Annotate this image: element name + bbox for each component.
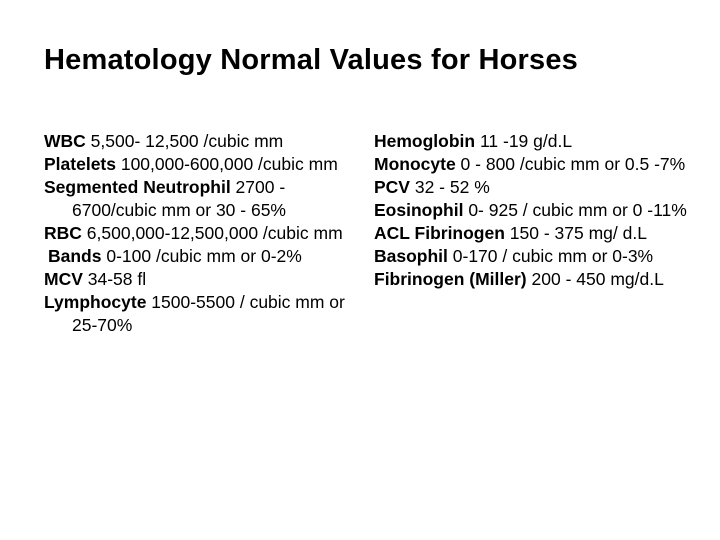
entry-label: Fibrinogen (Miller) xyxy=(374,269,527,289)
entry-value: 6,500,000-12,500,000 /cubic mm xyxy=(81,223,343,243)
entry-value: 100,000-600,000 /cubic mm xyxy=(115,154,338,174)
entry-label: Platelets xyxy=(44,154,116,174)
entry-value: 32 - 52 % xyxy=(409,177,490,197)
entry-value: 34-58 fl xyxy=(82,269,147,289)
entry-label: ACL Fibrinogen xyxy=(374,223,505,243)
list-item-lymphocyte xyxy=(44,291,362,337)
list-item-eosinophil xyxy=(374,199,694,222)
list-item-pcv xyxy=(374,176,694,199)
entry-value: 150 - 375 mg/ d.L xyxy=(504,223,647,243)
entry-value: 200 - 450 mg/d.L xyxy=(526,269,664,289)
list-item-monocyte xyxy=(374,153,694,176)
list-item-mcv xyxy=(44,268,362,291)
entry-label: Segmented Neutrophil xyxy=(44,177,231,197)
entry-label: RBC xyxy=(44,223,82,243)
list-item-basophil xyxy=(374,245,694,268)
entry-value: 0-170 / cubic mm or 0-3% xyxy=(447,246,654,266)
entry-label: Eosinophil xyxy=(374,200,464,220)
entry-label: Basophil xyxy=(374,246,448,266)
entry-label: Hemoglobin xyxy=(374,131,476,151)
page-title: Hematology Normal Values for Horses xyxy=(44,44,578,76)
entry-label: Monocyte xyxy=(374,154,456,174)
entry-value: 0- 925 / cubic mm or 0 -11% xyxy=(463,200,687,220)
list-item-wbc xyxy=(44,130,362,153)
list-item-rbc xyxy=(44,222,362,245)
right-values-list xyxy=(374,130,694,291)
entry-label: MCV xyxy=(44,269,83,289)
list-item-bands xyxy=(44,245,362,268)
entry-value: 2700 - 6700/cubic mm or 30 - 65% xyxy=(72,177,286,220)
entry-label: PCV xyxy=(374,177,410,197)
list-item-hemoglobin xyxy=(374,130,694,153)
entry-label: Bands xyxy=(48,246,102,266)
list-item-segmented-neutrophil xyxy=(44,176,362,222)
entry-label: Lymphocyte xyxy=(44,292,147,312)
entry-value: 5,500- 12,500 /cubic mm xyxy=(85,131,284,151)
entry-value: 0-100 /cubic mm or 0-2% xyxy=(101,246,302,266)
list-item-acl-fibrinogen xyxy=(374,222,694,245)
entry-value: 0 - 800 /cubic mm or 0.5 -7% xyxy=(455,154,686,174)
list-item-fibrinogen-miller xyxy=(374,268,694,291)
list-item-platelets xyxy=(44,153,362,176)
entry-value: 1500-5500 / cubic mm or 25-70% xyxy=(72,292,345,335)
entry-value: 11 -19 g/d.L xyxy=(475,131,573,151)
entry-label: WBC xyxy=(44,131,86,151)
left-values-list xyxy=(44,130,362,337)
